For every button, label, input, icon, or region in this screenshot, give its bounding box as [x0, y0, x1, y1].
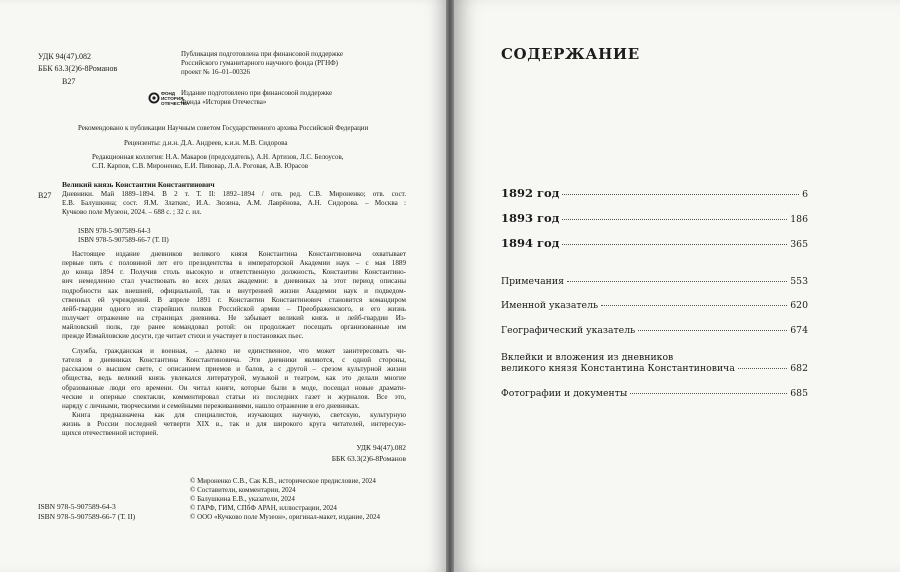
book-title: Великий князь Константин Константинович	[62, 180, 215, 189]
abstract-line: получает отражение на страницах дневника. Не забывает великий князь и лейб-гвардии Из-	[62, 314, 406, 323]
toc-entry-page: 6	[802, 189, 808, 200]
toc-entry-year[interactable]	[501, 236, 808, 250]
toc-entry-label: Именной указатель	[501, 300, 599, 311]
abstract-line: прежде Измайловские досуги, где читает стихи и участвует в постановках пьес.	[62, 332, 304, 341]
biblio-line: Е.В. Балушкина; сост. Я.М. Златкис, И.А. Зюзина, А.М. Лаврёнова, А.Н. Сидорова. – Москва :	[62, 199, 406, 208]
toc-entry-page: 186	[790, 214, 808, 225]
toc-entry-name-index[interactable]	[501, 300, 808, 311]
left-page	[0, 0, 446, 572]
bibliographic-record	[62, 190, 406, 217]
abstract-line: Книга предназначена как для специалистов, изучающих научную, светскую, культурную	[72, 411, 406, 419]
isbn-line: ISBN 978-5-907589-66-7 (Т. II)	[78, 236, 169, 244]
toc-leader-dots	[562, 219, 787, 220]
toc-entry-label: 1893 год	[501, 211, 560, 225]
fund-logo-line: ОТЕЧЕСТВА	[161, 101, 190, 106]
abstract-line: до конца 1894 г. Получив столь высокую и ответственную должность, Константин Константино-	[62, 268, 406, 277]
author-code: В27	[62, 77, 76, 86]
copyright-line: © ООО «Кучково поле Музеон», оригинал-макет, издание, 2024	[190, 513, 380, 521]
toc-leader-dots	[738, 368, 787, 369]
copyright-line: © Балушкина Е.В., указатели, 2024	[190, 495, 295, 503]
isbn-block	[78, 227, 169, 245]
abstract-line: образованные люди его времени. Он читал книги, которые были в моде, посещал новые драмати-	[62, 383, 406, 392]
fund-note-line: Издание подготовлено при финансовой поддержке	[181, 89, 333, 97]
abstract-line: наряду с личными, творческими и семейными переживаниями, нашло отражение в его дневниках.	[62, 401, 360, 410]
isbn-line: ISBN 978-5-907589-64-3	[38, 502, 116, 511]
toc-entry-label: великого князя Константина Константиновича	[501, 363, 735, 374]
editorial-board	[92, 153, 344, 171]
toc-entry-label: Примечания	[501, 276, 564, 287]
toc-entry-geo-index[interactable]	[501, 325, 808, 336]
toc-leader-dots	[630, 393, 787, 394]
toc-entry-year[interactable]	[501, 186, 808, 200]
udk-code-bottom: УДК 94(47).082	[356, 443, 406, 452]
isbn-bottom	[38, 502, 135, 521]
toc-entry-page: 553	[790, 276, 808, 287]
toc-entry-photos[interactable]	[501, 388, 808, 399]
fund-logo-line: ФОНД	[161, 91, 176, 96]
toc-entry-page: 682	[790, 363, 808, 374]
abstract-line: майловский полк, где ранее командовал ротой: он продолжает посещать организованные им	[62, 323, 406, 332]
abstract-line: Служба, гражданская и военная, – далеко не единственное, что может заинтересовать чи-	[72, 347, 406, 355]
copyright-list	[190, 477, 380, 522]
abstract-line: Настоящее издание дневников великого князя Константина Константиновича охватывает	[72, 250, 406, 258]
toc-entry-label: Географический указатель	[501, 325, 636, 336]
author-code-entry: В27	[38, 191, 52, 200]
abstract-paragraph-1	[62, 250, 406, 342]
editorial-board-line: С.П. Карпов, С.В. Мироненко, Е.И. Пивовар, Л.А. Роговая, А.В. Юрасов	[92, 162, 309, 170]
fund-note-line: Фонда «История Отечества»	[181, 98, 267, 106]
toc-entry-label: Фотографии и документы	[501, 388, 628, 399]
isbn-line: ISBN 978-5-907589-66-7 (Т. II)	[38, 511, 136, 521]
toc-entry-row	[501, 363, 808, 374]
fund-note	[181, 89, 332, 107]
publication-note-line: Российского гуманитарного научного фонда (РГНФ)	[181, 59, 339, 67]
toc-entry-page: 365	[790, 239, 808, 250]
copyright-line: © Составители, комментарии, 2024	[190, 486, 296, 494]
abstract-line: рассказом о высшем свете, с описанием приемов и балов, а с другой – срезом культурной жизни	[62, 365, 406, 374]
abstract-line: ственных ей учреждений. В апреле 1891 г. Константин Константинович становится командиром	[62, 295, 406, 304]
biblio-line: Кучково поле Музеон, 2024. – 688 с. ; 32 с. ил.	[62, 208, 202, 217]
toc-entry-label: 1894 год	[501, 236, 560, 250]
editorial-board-line: Редакционная коллегия: Н.А. Макаров (председатель), А.Н. Артизов, Л.С. Белоусов,	[92, 153, 344, 161]
recommendation: Рекомендовано к публикации Научным советом Государственного архива Российской Федерации	[78, 124, 369, 132]
toc-entry-label: 1892 год	[501, 186, 560, 200]
abstract-line: подробности как внешней, официальной, так и внутренней жизни Академии наук и подведом-	[62, 286, 406, 295]
abstract-line: щихся отечественной историей.	[62, 429, 159, 438]
abstract-line: жизнь в России последней четверти XIX в., так и для широкого круга читателей, интересую-	[62, 420, 406, 429]
abstract-line: тателя в дневниках Константина Константиновича. Эти дневники являются, с одной стороны,	[62, 356, 406, 365]
fund-logo-icon	[148, 92, 160, 104]
abstract-line: первые пять с половиной лет его президентства в императорской Академии наук – с мая 1889	[62, 259, 406, 268]
abstract-paragraph-2	[62, 347, 406, 411]
toc-leader-dots	[601, 305, 787, 306]
toc-leader-dots	[638, 330, 787, 331]
toc-leader-dots	[562, 194, 799, 195]
udk-code: УДК 94(47).082	[38, 52, 91, 61]
isbn-line: ISBN 978-5-907589-64-3	[78, 227, 151, 235]
book-gutter	[446, 0, 454, 572]
abstract-line: лейб-гвардии одного из старейших полков Российской армии – Преображенского, и его жизнь	[62, 304, 406, 313]
reviewers: Рецензенты: д.и.н. Д.А. Андреев, к.и.н. М.В. Сидорова	[124, 139, 288, 147]
toc-entry-page: 685	[790, 388, 808, 399]
toc-entry-year[interactable]	[501, 211, 808, 225]
bbk-code-bottom: ББК 63.3(2)6-8Романов	[331, 454, 406, 463]
toc-entry-inserts[interactable]	[501, 352, 808, 374]
abstract-line: ческие и оперные спектакли, комментировал статьи из последних газет и журналов. Все это,	[62, 392, 406, 401]
toc-leader-dots	[562, 244, 787, 245]
bbk-code: ББК 63.3(2)6-8Романов	[38, 64, 118, 73]
contents-title: СОДЕРЖАНИЕ	[501, 45, 640, 63]
toc-leader-dots	[567, 281, 787, 282]
toc-entry-page: 674	[790, 325, 808, 336]
publication-note-line: проект № 16–01–00326	[181, 68, 250, 76]
abstract-line: общества, ведь великий князь увлекался литературой, музыкой и театром, как это делали многие	[62, 374, 406, 383]
biblio-line: Дневники. Май 1889–1894. В 2 т. Т. II: 1892–1894 / отв. ред. С.В. Мироненко; отв. сост.	[62, 190, 406, 198]
toc-entry-page: 620	[790, 300, 808, 311]
abstract-line: вич немедленно стал участвовать во всех делах академии: в дневниках за этот период описаны	[62, 277, 406, 286]
fund-logo-line: ИСТОРИЯ	[161, 96, 184, 101]
toc-entry-label: Вклейки и вложения из дневников	[501, 352, 674, 363]
toc-entry-notes[interactable]	[501, 276, 808, 287]
abstract-paragraph-3	[62, 411, 406, 438]
publication-note-line: Публикация подготовлена при финансовой поддержке	[181, 50, 343, 58]
publication-note	[181, 50, 343, 77]
copyright-line: © ГАРФ, ГИМ, СПбФ АРАН, иллюстрации, 2024	[190, 504, 337, 512]
copyright-line: © Мироненко С.В., Сак К.В., историческое предисловие, 2024	[190, 477, 376, 485]
